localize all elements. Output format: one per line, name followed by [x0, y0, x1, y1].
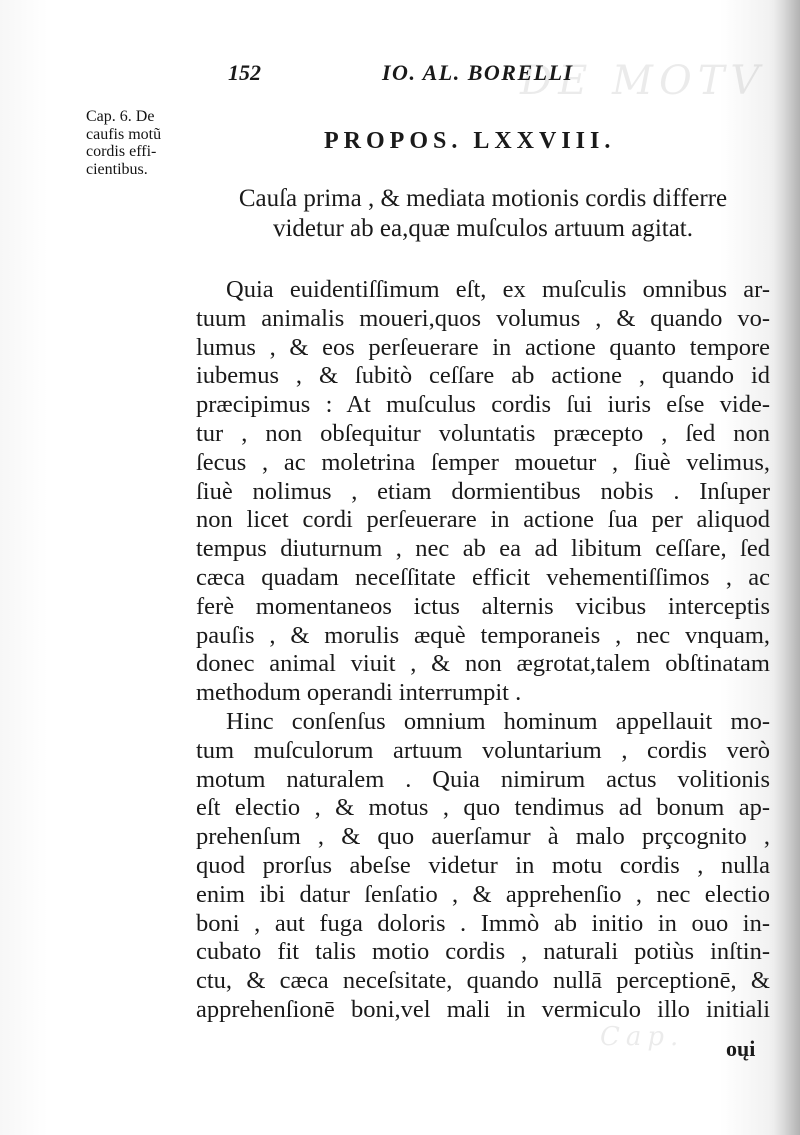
text-line: pauſis , & morulis æquè temporaneis , nec vnquam,	[196, 621, 770, 649]
running-head: IO. AL. BORELLI	[382, 60, 574, 85]
text-line: tum muſculorum artuum voluntarium , cordis verò	[196, 736, 770, 764]
marginal-note-line: Cap. 6. De	[86, 108, 155, 125]
marginal-note-line: cordis effi-	[86, 143, 157, 160]
text-line: tempus diuturnum , nec ab ea ad libitum ceſſare, ſed	[196, 535, 770, 563]
text-line: cubato fit talis motio cordis , naturali potiùs inſtin-	[196, 938, 770, 966]
marginal-note-line: cientibus.	[86, 160, 148, 178]
text-line: præcipimus : At muſculus cordis ſui iuris eſse vide-	[196, 391, 770, 419]
marginal-note-line: caufis motũ	[86, 125, 162, 143]
text-line: eſt electio , & motus , quo tendimus ad bonum ap-	[196, 794, 770, 822]
text-line: lumus , & eos perſeuerare in actione quanto tempore	[196, 333, 770, 361]
text-line: ferè momentaneos ictus alternis vicibus interceptis	[196, 592, 770, 620]
bleed-through-shadow: DE MOTV	[520, 58, 766, 104]
text-line: ſecus , ac moletrina ſemper mouetur , ſiuè velimus,	[196, 448, 770, 476]
text-line: apprehenſionē boni,vel mali in vermiculo illo initiali	[196, 995, 770, 1023]
bleed-through-shadow-lower: Cap.	[600, 1022, 685, 1052]
marginal-note	[86, 108, 196, 178]
text-line: tur , non obſequitur voluntatis præcepto , ſed non	[196, 419, 770, 447]
body-text	[196, 276, 770, 1025]
text-line: ſiuè nolimus , etiam dormientibus nobis . Inſuper	[196, 477, 770, 505]
paragraph-2	[196, 708, 770, 1025]
text-line: motum naturalem . Quia nimirum actus volitionis	[196, 765, 770, 793]
page-gutter-shadow	[774, 0, 800, 1135]
text-line: tuum animalis moueri,quos volumus , & quando vo-	[196, 304, 770, 332]
catchword: oųi	[726, 1036, 756, 1061]
text-line: ctu, & cæca neceſsitate, quando nullā perceptionē, &	[196, 967, 770, 995]
text-line: prehenſum , & quo auerſamur à malo prçcognito ,	[196, 823, 770, 851]
paragraph-1	[196, 276, 770, 708]
proposition-heading: PROPOS. LXXVIII.	[324, 128, 616, 154]
text-line: Hinc conſenſus omnium hominum appellauit mo-	[226, 707, 770, 735]
page-number: 152	[228, 60, 261, 85]
text-line: iubemus , & ſubitò ceſſare ab actione , quando id	[196, 362, 770, 390]
text-line: cæca quadam neceſſitate efficit vehementiſſimos , ac	[196, 563, 770, 591]
text-line: enim ibi datur ſenſatio , & apprehenſio , nec electio	[196, 880, 770, 908]
text-line: methodum operandi interrumpit .	[196, 679, 522, 707]
statement-line: Cauſa prima , & mediata motionis cordis differre	[238, 185, 728, 212]
text-line: quod prorſus abeſse videtur in motu cordis , nulla	[196, 851, 770, 879]
proposition-statement	[196, 184, 770, 244]
text-line: non licet cordi perſeuerare in actione ſua per aliquod	[196, 506, 770, 534]
text-line: boni , aut fuga doloris . Immò ab initio in ouo in-	[196, 909, 770, 937]
text-line: donec animal viuit , & non ægrotat,talem obſtinatam	[196, 650, 770, 678]
statement-line: videtur ab ea,quæ muſculos artuum agitat.	[272, 215, 694, 242]
page-header	[222, 58, 642, 90]
text-line: Quia euidentiſſimum eſt, ex muſculis omnibus ar-	[226, 276, 770, 303]
